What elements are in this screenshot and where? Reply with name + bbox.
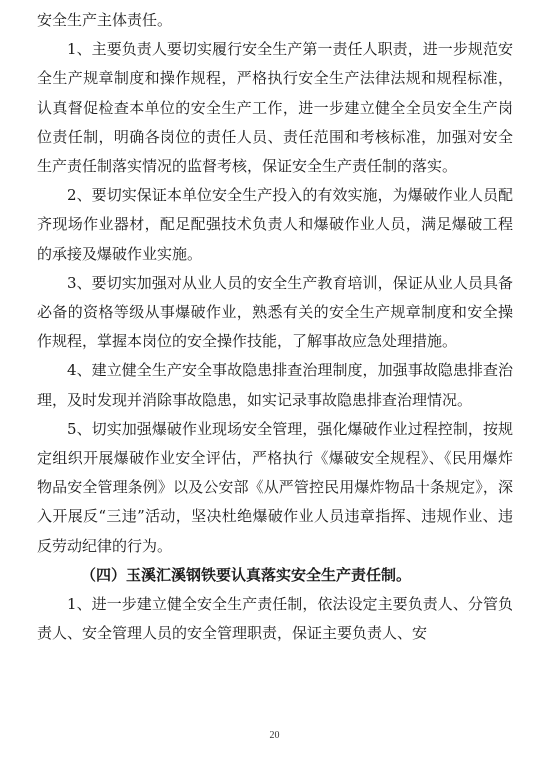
paragraph-5: 5、切实加强爆破作业现场安全管理，强化爆破作业过程控制，按规定组织开展爆破作业安全评估，严格执行《爆破安全规程》、《民用爆炸物品安全管理条例》以及公安部《从严管控民用爆炸物品十条规定》，深入开展反“三违”活动，坚决杜绝爆破作业人员违章指挥、违规作业、违反劳动纪律的行为。 (37, 419, 513, 555)
paragraph-3: 3、要切实加强对从业人员的安全生产教育培训，保证从业人员具备必备的资格等级从事爆破作业，熟悉有关的安全生产规章制度和安全操作规程，掌握本岗位的安全操作技能，了解事故应急处理措施。 (37, 273, 513, 351)
paragraph-4: 4、建立健全生产安全事故隐患排查治理制度，加强事故隐患排查治理，及时发现并消除事故隐患，如实记录事故隐患排查治理情况。 (37, 361, 513, 409)
body-text (37, 6, 513, 648)
paragraph-1: 1、主要负责人要切实履行安全生产第一责任人职责，进一步规范安全生产规章制度和操作规程，严格执行安全生产法律法规和规程标准，认真督促检查本单位的安全生产工作，进一步建立健全全员安全生产岗位责任制，明确各岗位的责任人员、责任范围和考核标准，加强对安全生产责任制落实情况的监督考核，保证安全生产责任制的落实。 (37, 40, 513, 176)
lead-line: 安全生产主体责任。 (37, 11, 173, 29)
paragraph-last: 1、进一步建立健全安全生产责任制，依法设定主要负责人、分管负责人、安全管理人员的安全管理职责，保证主要负责人、安 (37, 595, 513, 643)
page-number: 20 (269, 730, 280, 741)
section-heading: （四）玉溪汇溪钢铁要认真落实安全生产责任制。 (81, 565, 412, 584)
paragraph-2: 2、要切实保证本单位安全生产投入的有效实施，为爆破作业人员配齐现场作业器材，配足配强技术负责人和爆破作业人员，满足爆破工程的承接及爆破作业实施。 (37, 186, 513, 263)
